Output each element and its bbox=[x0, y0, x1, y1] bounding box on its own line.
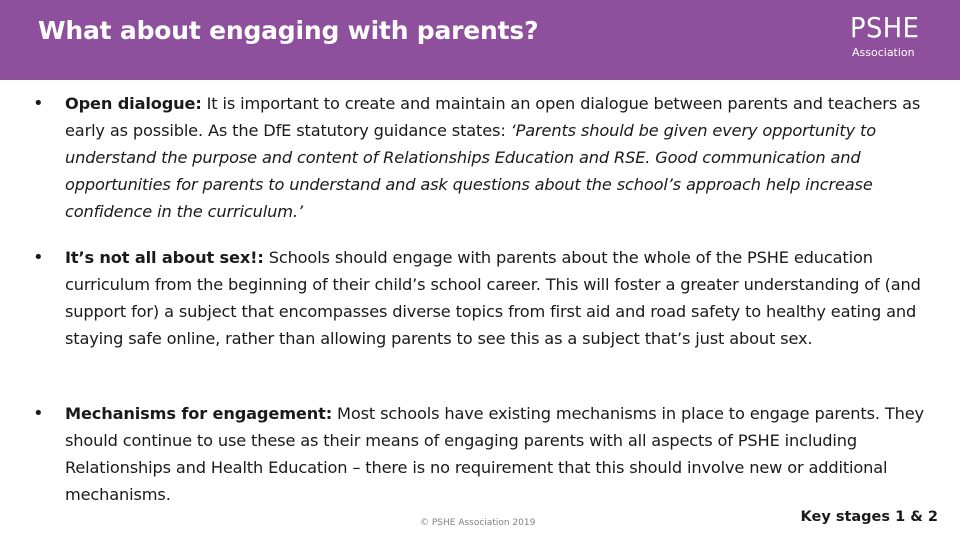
bullet-mechanisms bbox=[33, 400, 933, 508]
page-title: What about engaging with parents? bbox=[38, 16, 539, 45]
bullet-open-dialogue bbox=[33, 90, 933, 225]
header-bar bbox=[0, 0, 960, 80]
bullet-dot-icon: • bbox=[33, 247, 44, 268]
key-stages-label: Key stages 1 & 2 bbox=[800, 509, 938, 525]
logo-main-text: PSHE bbox=[850, 11, 920, 44]
bullet-heading: Open dialogue: bbox=[65, 94, 202, 113]
copyright-footer: © PSHE Association 2019 bbox=[420, 518, 536, 528]
bullet-text: Schools should engage with parents about the whole of the PSHE education curriculum from the beginning of their child’s school career. This will foster a greater understanding of (and support for) a subject that encompasses diverse topics from first aid and road safety to healthy eating and staying safe online, rather than allowing parents to see this as a subject that’s just about sex. bbox=[65, 248, 921, 348]
bullet-heading: It’s not all about sex!: bbox=[65, 248, 264, 267]
guidance-quote: ‘Parents should be given every opportunity to understand the purpose and content of Relationships Education and RSE. Good communication and opportunities for parents to understand and ask questions about the school’s approach help increase confidence in the curriculum.’ bbox=[65, 121, 876, 221]
bullet-dot-icon: • bbox=[33, 93, 44, 114]
logo-sub-text: Association bbox=[852, 46, 915, 59]
bullet-not-all-about-sex bbox=[33, 244, 933, 352]
pshe-association-logo bbox=[850, 11, 940, 60]
bullet-text: It is important to create and maintain an open dialogue between parents and teachers as early as possible. As the DfE statutory guidance states: bbox=[65, 94, 921, 140]
bullet-text: Most schools have existing mechanisms in place to engage parents. They should continue to use these as their means of engaging parents with all aspects of PSHE including Relationships and Health Education – there is no requirement that this should involve new or additional mechanisms. bbox=[65, 404, 924, 504]
bullet-heading: Mechanisms for engagement: bbox=[65, 404, 333, 423]
bullet-dot-icon: • bbox=[33, 403, 44, 424]
